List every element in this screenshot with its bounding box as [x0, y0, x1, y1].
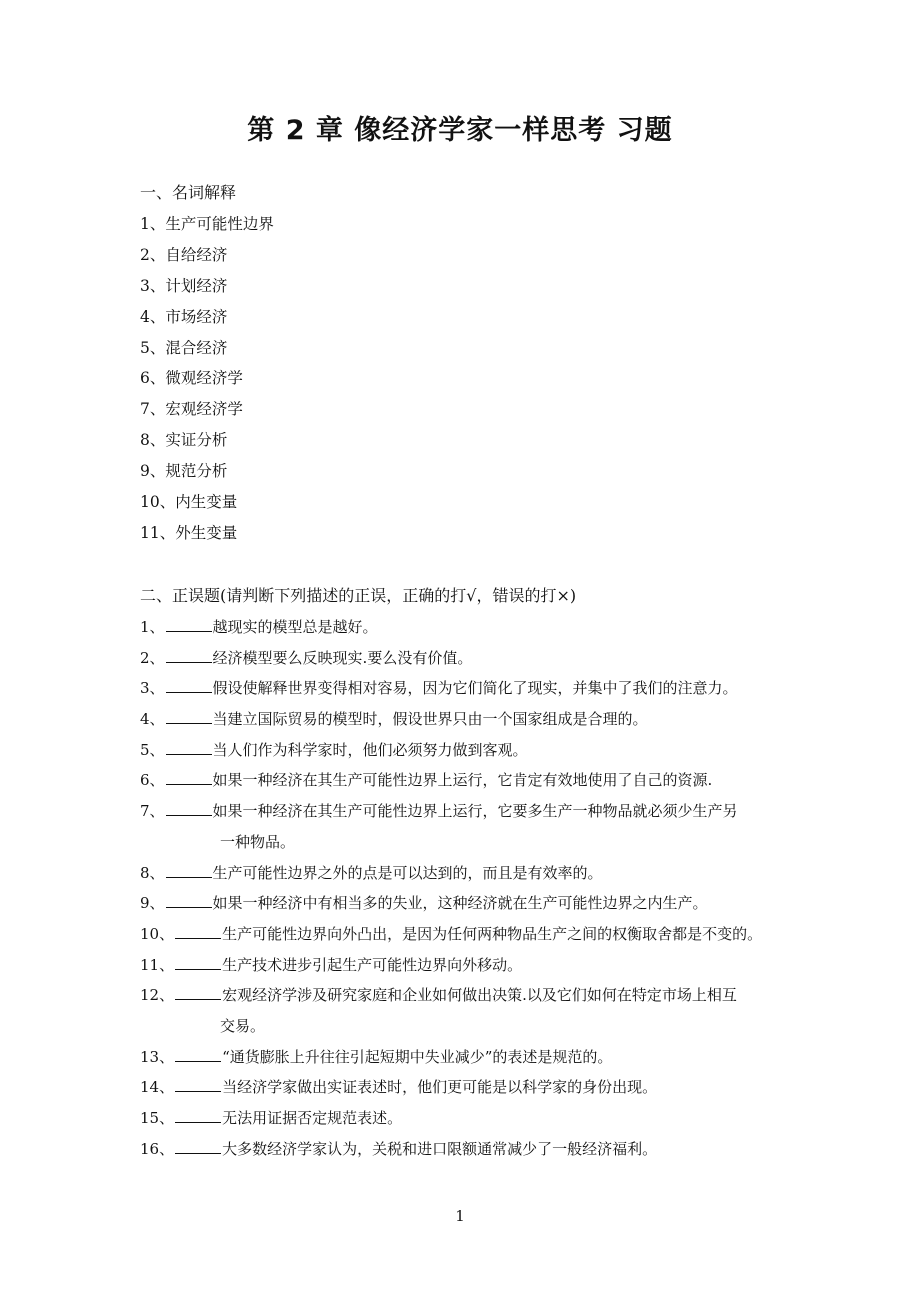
term-item: 3、计划经济 — [140, 276, 228, 295]
answer-blank[interactable] — [175, 1138, 221, 1154]
question-item — [140, 1107, 800, 1129]
question-text: 生产可能性边界向外凸出，是因为任何两种物品生产之间的权衡取舍都是不变的。 — [222, 924, 763, 943]
question-number: 11、 — [140, 955, 175, 974]
question-text: 如果一种经济在其生产可能性边界上运行，它要多生产一种物品就必须少生产另 — [212, 802, 738, 821]
answer-blank[interactable] — [166, 677, 212, 693]
question-text: 当经济学家做出实证表述时，他们更可能是以科学家的身份出现。 — [222, 1078, 658, 1097]
question-text: 当人们作为科学家时，他们必须努力做到客观。 — [212, 740, 528, 759]
question-item — [140, 677, 800, 699]
term-item: 6、微观经济学 — [140, 369, 243, 388]
answer-blank[interactable] — [166, 800, 212, 816]
question-number: 4、 — [140, 710, 165, 729]
section-heading-true-false: 二、正误题(请判断下列描述的正误，正确的打√，错误的打×) — [140, 586, 577, 605]
answer-blank[interactable] — [166, 616, 212, 632]
question-item — [140, 1138, 800, 1160]
answer-blank[interactable] — [166, 739, 212, 755]
question-item — [140, 1046, 800, 1068]
question-item — [140, 892, 800, 914]
page-title: 第 2 章 像经济学家一样思考 习题 — [247, 115, 673, 146]
answer-blank[interactable] — [175, 954, 221, 970]
answer-blank[interactable] — [175, 923, 221, 939]
question-number: 2、 — [140, 648, 165, 667]
question-number: 15、 — [140, 1109, 175, 1127]
answer-blank[interactable] — [166, 769, 212, 785]
term-item: 7、宏观经济学 — [140, 400, 243, 419]
question-item — [140, 647, 800, 669]
term-item: 9、规范分析 — [140, 462, 228, 481]
question-item — [140, 923, 800, 945]
question-item — [140, 954, 800, 976]
question-text: 宏观经济学涉及研究家庭和企业如何做出决策.以及它们如何在特定市场上相互 — [222, 986, 737, 1005]
question-text: 无法用证据否定规范表述。 — [222, 1109, 403, 1127]
question-number: 1、 — [140, 618, 165, 636]
question-text: 经济模型要么反映现实.要么没有价值。 — [212, 648, 473, 667]
question-text: 如果一种经济在其生产可能性边界上运行，它肯定有效地使用了自己的资源. — [212, 771, 713, 790]
question-item — [140, 984, 800, 1037]
question-item — [140, 769, 800, 791]
term-item: 5、混合经济 — [140, 338, 228, 357]
question-number: 7、 — [140, 802, 165, 821]
answer-blank[interactable] — [166, 647, 212, 663]
question-item — [140, 708, 800, 730]
question-number: 6、 — [140, 771, 165, 790]
question-number: 12、 — [140, 986, 175, 1005]
term-item: 11、外生变量 — [140, 523, 238, 542]
question-text: 生产技术进步引起生产可能性边界向外移动。 — [222, 955, 523, 974]
question-number: 8、 — [140, 863, 165, 882]
answer-blank[interactable] — [166, 862, 212, 878]
answer-blank[interactable] — [175, 1046, 221, 1062]
question-text: 生产可能性边界之外的点是可以达到的，而且是有效率的。 — [212, 863, 603, 882]
term-item: 4、市场经济 — [140, 307, 228, 326]
term-item: 10、内生变量 — [140, 493, 238, 512]
question-number: 16、 — [140, 1139, 175, 1158]
question-number: 3、 — [140, 679, 165, 698]
answer-blank[interactable] — [175, 984, 221, 1000]
question-number: 5、 — [140, 740, 165, 759]
question-item — [140, 1076, 800, 1098]
question-text-continuation: 交易。 — [220, 1016, 266, 1035]
term-list — [140, 213, 274, 553]
answer-blank[interactable] — [166, 892, 212, 908]
question-item — [140, 862, 800, 884]
question-item — [140, 616, 800, 638]
question-number: 10、 — [140, 924, 175, 943]
question-text: “通货膨胀上升往往引起短期中失业减少”的表述是规范的。 — [222, 1047, 613, 1066]
answer-blank[interactable] — [166, 708, 212, 724]
question-item — [140, 739, 800, 761]
question-text: 越现实的模型总是越好。 — [212, 618, 378, 636]
question-number: 9、 — [140, 894, 165, 913]
question-text-continuation: 一种物品。 — [220, 832, 296, 851]
term-item: 2、自给经济 — [140, 245, 228, 264]
section-heading-terms: 一、名词解释 — [140, 183, 237, 202]
question-text: 假设使解释世界变得相对容易，因为它们简化了现实，并集中了我们的注意力。 — [212, 679, 738, 698]
question-number: 13、 — [140, 1047, 175, 1066]
term-item: 8、实证分析 — [140, 431, 228, 450]
answer-blank[interactable] — [175, 1107, 221, 1123]
true-false-list — [140, 616, 800, 1168]
term-item: 1、生产可能性边界 — [140, 215, 274, 233]
page-number: 1 — [455, 1207, 465, 1225]
question-item — [140, 800, 800, 853]
question-number: 14、 — [140, 1078, 175, 1097]
question-text: 大多数经济学家认为，关税和进口限额通常减少了一般经济福利。 — [222, 1139, 658, 1158]
answer-blank[interactable] — [175, 1076, 221, 1092]
question-text: 如果一种经济中有相当多的失业，这种经济就在生产可能性边界之内生产。 — [212, 894, 708, 913]
question-text: 当建立国际贸易的模型时，假设世界只由一个国家组成是合理的。 — [212, 710, 648, 729]
